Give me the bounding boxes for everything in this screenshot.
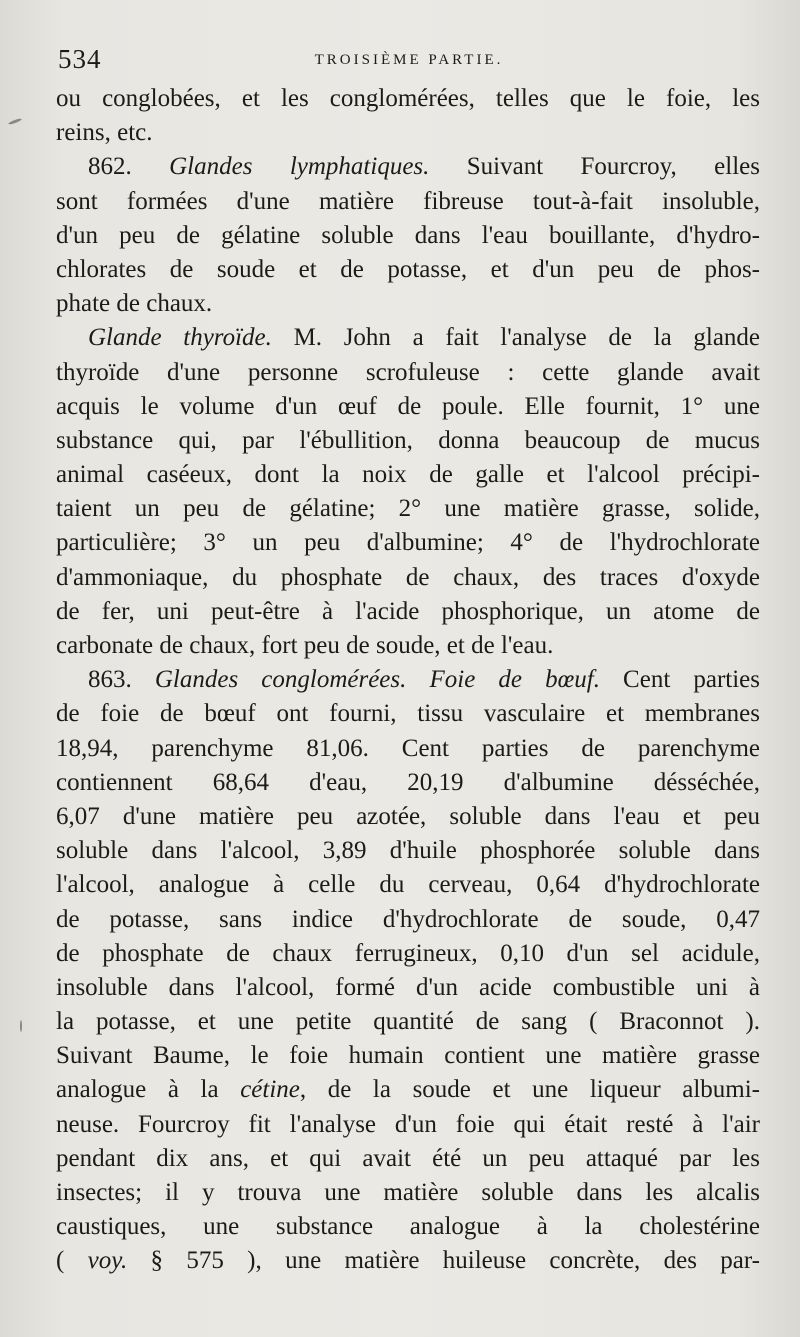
text-run: ou conglobées, et les conglomérées, telles que le foie, les [56, 85, 760, 112]
text-run: carbonate de chaux, fort peu de soude, et de l'eau. [56, 632, 554, 659]
text-run: 863. [88, 666, 155, 694]
text-run: de foie de bœuf ont fourni, tissu vasculaire et membranes [56, 700, 760, 728]
text-line [56, 800, 760, 834]
text-line [56, 390, 760, 424]
text-line [56, 1176, 760, 1210]
text-line [56, 492, 760, 526]
text-run: contiennent 68,64 d'eau, 20,19 d'albumine désséchée, [56, 768, 760, 796]
text-run: acquis le volume d'un œuf de poule. Elle fournit, 1° une [56, 392, 760, 420]
text-line [56, 424, 760, 458]
text-line [56, 903, 760, 937]
text-line [56, 1039, 760, 1073]
text-run: analogue à la [56, 1076, 241, 1104]
text-line [56, 458, 760, 492]
text-line [56, 732, 760, 766]
text-run: soluble dans l'alcool, 3,89 d'huile phosphorée soluble dans [56, 837, 760, 865]
text-run: insoluble dans l'alcool, formé d'un acide combustible uni à [56, 973, 760, 1001]
text-run: d'ammoniaque, du phosphate de chaux, des traces d'oxyde [56, 563, 760, 591]
text-run: Suivant Fourcroy, elles [429, 153, 760, 181]
text-run: , de la soude et une liqueur albumi- [299, 1076, 760, 1104]
text-line [56, 287, 760, 321]
text-run: ( [56, 1247, 88, 1275]
text-run: reins, etc. [56, 119, 153, 147]
text-line [56, 185, 760, 219]
text-run: phate de chaux. [56, 290, 213, 318]
text-line [56, 766, 760, 800]
running-head [58, 44, 760, 84]
italic-run: voy. [87, 1247, 128, 1275]
text-line [56, 595, 760, 629]
text-line [56, 834, 760, 868]
text-line [56, 697, 760, 731]
text-line [56, 971, 760, 1005]
italic-run: Glande thyroïde. [88, 324, 272, 352]
text-line [56, 150, 760, 184]
text-run: d'un peu de gélatine soluble dans l'eau bouillante, d'hydro- [56, 221, 760, 249]
text-run: la potasse, et une petite quantité de sang ( Braconnot ). [56, 1008, 760, 1036]
page-number: 534 [58, 44, 102, 74]
text-line [56, 526, 760, 560]
text-run: Suivant Baume, le foie humain contient une matière grasse [56, 1042, 760, 1070]
text-line [56, 321, 760, 355]
text-run: sont formées d'une matière fibreuse tout-à-fait insoluble, [56, 187, 760, 215]
text-line [56, 82, 760, 116]
text-line [56, 1005, 760, 1039]
text-run: substance qui, par l'ébullition, donna beaucoup de mucus [56, 426, 760, 454]
text-line [56, 253, 760, 287]
text-run: M. John a fait l'analyse de la glande [271, 324, 761, 352]
scan-mark [8, 118, 22, 126]
text-run: 862. [88, 153, 170, 181]
text-run: 18,94, parenchyme 81,06. Cent parties de parenchyme [56, 734, 760, 762]
text-line [56, 937, 760, 971]
scan-mark [20, 1020, 22, 1032]
text-line [56, 561, 760, 595]
text-run: de phosphate de chaux ferrugineux, 0,10 d'un sel acidule, [56, 939, 760, 967]
text-run: particulière; 3° un peu d'albumine; 4° de l'hydrochlorate [56, 529, 760, 557]
text-line [56, 1210, 760, 1244]
text-run: pendant dix ans, et qui avait été un peu attaqué par les [56, 1144, 760, 1172]
text-run: § 575 ), une matière huileuse concrète, des par- [127, 1247, 761, 1275]
text-line [56, 1108, 760, 1142]
italic-run: Glandes conglomérées. Foie de bœuf. [154, 666, 600, 694]
text-line [56, 219, 760, 253]
text-run: chlorates de soude et de potasse, et d'un peu de phos- [56, 255, 760, 283]
text-run: caustiques, une substance analogue à la cholestérine [56, 1213, 760, 1241]
text-run: taient un peu de gélatine; 2° une matière grasse, solide, [56, 495, 760, 523]
text-run: animal caséeux, dont la noix de galle et l'alcool précipi- [56, 461, 760, 489]
text-line [56, 629, 760, 663]
text-line [56, 868, 760, 902]
italic-run: Glandes lymphatiques. [169, 153, 430, 181]
body-text [56, 82, 760, 1279]
text-run: de fer, uni peut-être à l'acide phosphorique, un atome de [56, 597, 760, 625]
text-line [56, 356, 760, 390]
text-line [56, 1073, 760, 1107]
text-run: thyroïde d'une personne scrofuleuse : cette glande avait [56, 358, 760, 386]
text-run: insectes; il y trouva une matière soluble dans les alcalis [56, 1179, 760, 1206]
text-run: neuse. Fourcroy fit l'analyse d'un foie qui était resté à l'air [56, 1110, 760, 1138]
italic-run: cétine [240, 1076, 300, 1104]
text-line [56, 116, 760, 150]
text-run: de potasse, sans indice d'hydrochlorate de soude, 0,47 [56, 905, 760, 933]
text-run: Cent parties [599, 666, 761, 694]
text-line [56, 1142, 760, 1176]
text-line [56, 1244, 760, 1278]
running-title: TROISIÈME PARTIE. [314, 52, 504, 68]
text-run: l'alcool, analogue à celle du cerveau, 0,64 d'hydrochlorate [56, 871, 760, 899]
text-run: 6,07 d'une matière peu azotée, soluble dans l'eau et peu [56, 802, 760, 830]
text-line [56, 663, 760, 697]
